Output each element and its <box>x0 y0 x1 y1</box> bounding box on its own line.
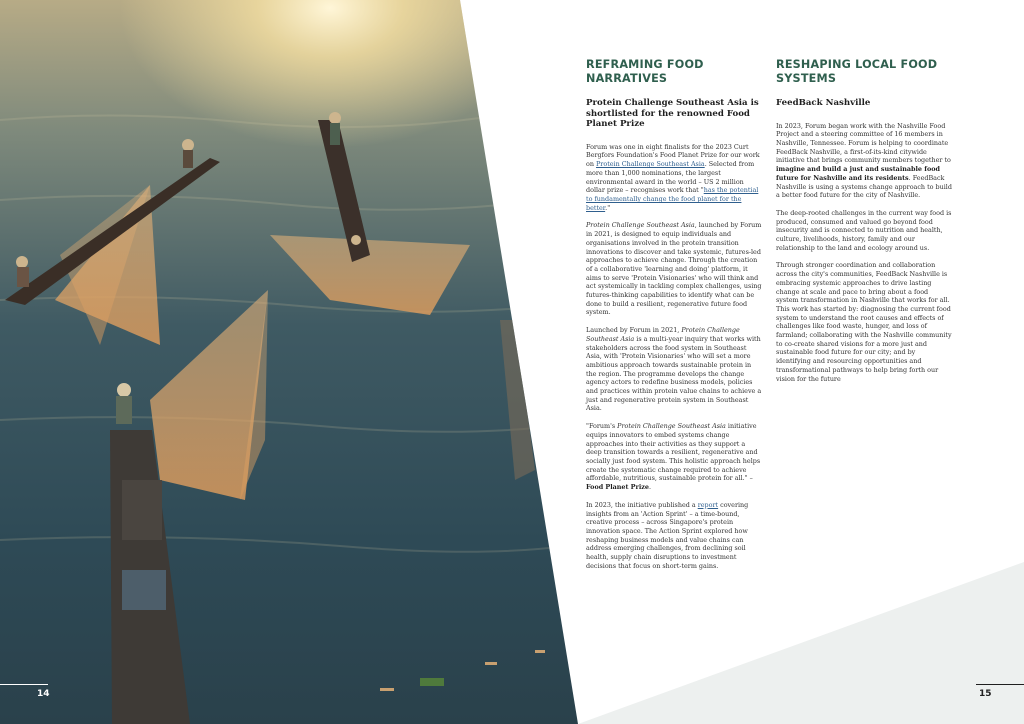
paragraph: In 2023, the initiative published a report covering insights from an 'Action Sprint' – a time-bound, creative process – across Singapore's protein innovation space. The Action Sprint explored how reshaping business models and value chains can address emerging challenges, from declining soil health, supply chain disruptions to investment decisions that focus on short-term gains. <box>586 500 749 570</box>
column-reshaping-local-food-systems <box>776 58 952 392</box>
page-rule-right <box>976 684 1024 685</box>
section-heading: RESHAPING LOCAL FOOD SYSTEMS <box>776 58 938 85</box>
paragraph: In 2023, Forum began work with the Nashville Food Project and a steering committee of 16 members in Nashville, Tennessee. Forum is helping to coordinate FeedBack Nashville, a first-of-its-kind citywide initiative that brings community members together to imagine and build a just and sustainable food future for Nashville and its residents. FeedBack Nashville is using a systems change approach to build a better food future for the city of Nashville. <box>776 121 952 200</box>
quote-paragraph: "Forum's Protein Challenge Southeast Asia initiative equips innovators to embed systems change approaches into their activities as they support a deep transition towards a resilient, regenerative and socially just food system. This holistic approach helps create the systematic change required to achieve affordable, nutritious, sustainable protein for all." – Food Planet Prize. <box>586 422 761 492</box>
page-number-left: 14 <box>37 689 50 699</box>
paragraph: Protein Challenge Southeast Asia, launched by Forum in 2021, is designed to equip individuals and organisations involved in the protein transition innovations to discover and take systemic, futures-led approaches to achieve change. Through the creation of a collaborative 'learning and doing' platform, it aims to serve 'Protein Visionaries' who will think and act systemically in tackling complex challenges, using futures-thinking capabilities to identify what can be done to build a resilient, regenerative future food system. <box>586 221 762 317</box>
article-subheading: FeedBack Nashville <box>776 98 871 108</box>
report-link[interactable]: report <box>697 500 719 509</box>
article-subheading: Protein Challenge Southeast Asia is shortlisted for the renowned Food Planet Prize <box>586 98 759 130</box>
food-planet-link[interactable]: has the potential to fundamentally change the food planet for the better <box>586 186 759 212</box>
protein-challenge-link[interactable]: Protein Challenge Southeast Asia <box>596 160 705 169</box>
paragraph: The deep-rooted challenges in the current way food is produced, consumed and valued go beyond food insecurity and is connected to nutrition and health, culture, livelihoods, history, family and our relationship to the land and ecology around us. <box>776 208 952 252</box>
paragraph: Through stronger coordination and collaboration across the city's communities, FeedBack Nashville is embracing systemic approaches to drive lasting change at scale and pace to bring about a food system transformation in Nashville that works for all. This work has started by: diagnosing the current food system to understand the root causes and effects of challenges like food waste, hunger, and loss of farmland; collaborating with the Nashville community to co-create shared visions for a more just and sustainable food future for our city; and by identifying and resourcing opportunities and transformational pathways to help bring forth our vision for the future <box>776 261 952 383</box>
page-number-right: 15 <box>979 689 992 699</box>
paragraph: Forum was one in eight finalists for the 2023 Curt Bergfors Foundation's Food Planet Prize for our work on Protein Challenge Southeast Asia. Selected from more than 1,000 nominations, the largest environmental award in the world – US 2 million dollar prize – recognises work that "has the potential to fundamentally change the food planet for the better." <box>586 142 760 212</box>
page-rule-left <box>0 684 48 685</box>
column-reframing-food-narratives <box>586 58 762 579</box>
section-heading: REFRAMING FOOD NARRATIVES <box>586 58 704 85</box>
paragraph: Launched by Forum in 2021, Protein Challenge Southeast Asia is a multi-year inquiry that works with stakeholders across the food system in Southeast Asia, with 'Protein Visionaries' who will set a more ambitious approach towards sustainable protein in the region. The programme develops the change agency actors to redefine business models, policies and practices within protein value chains to achieve a just and regenerative protein system in Southeast Asia. <box>586 326 762 413</box>
